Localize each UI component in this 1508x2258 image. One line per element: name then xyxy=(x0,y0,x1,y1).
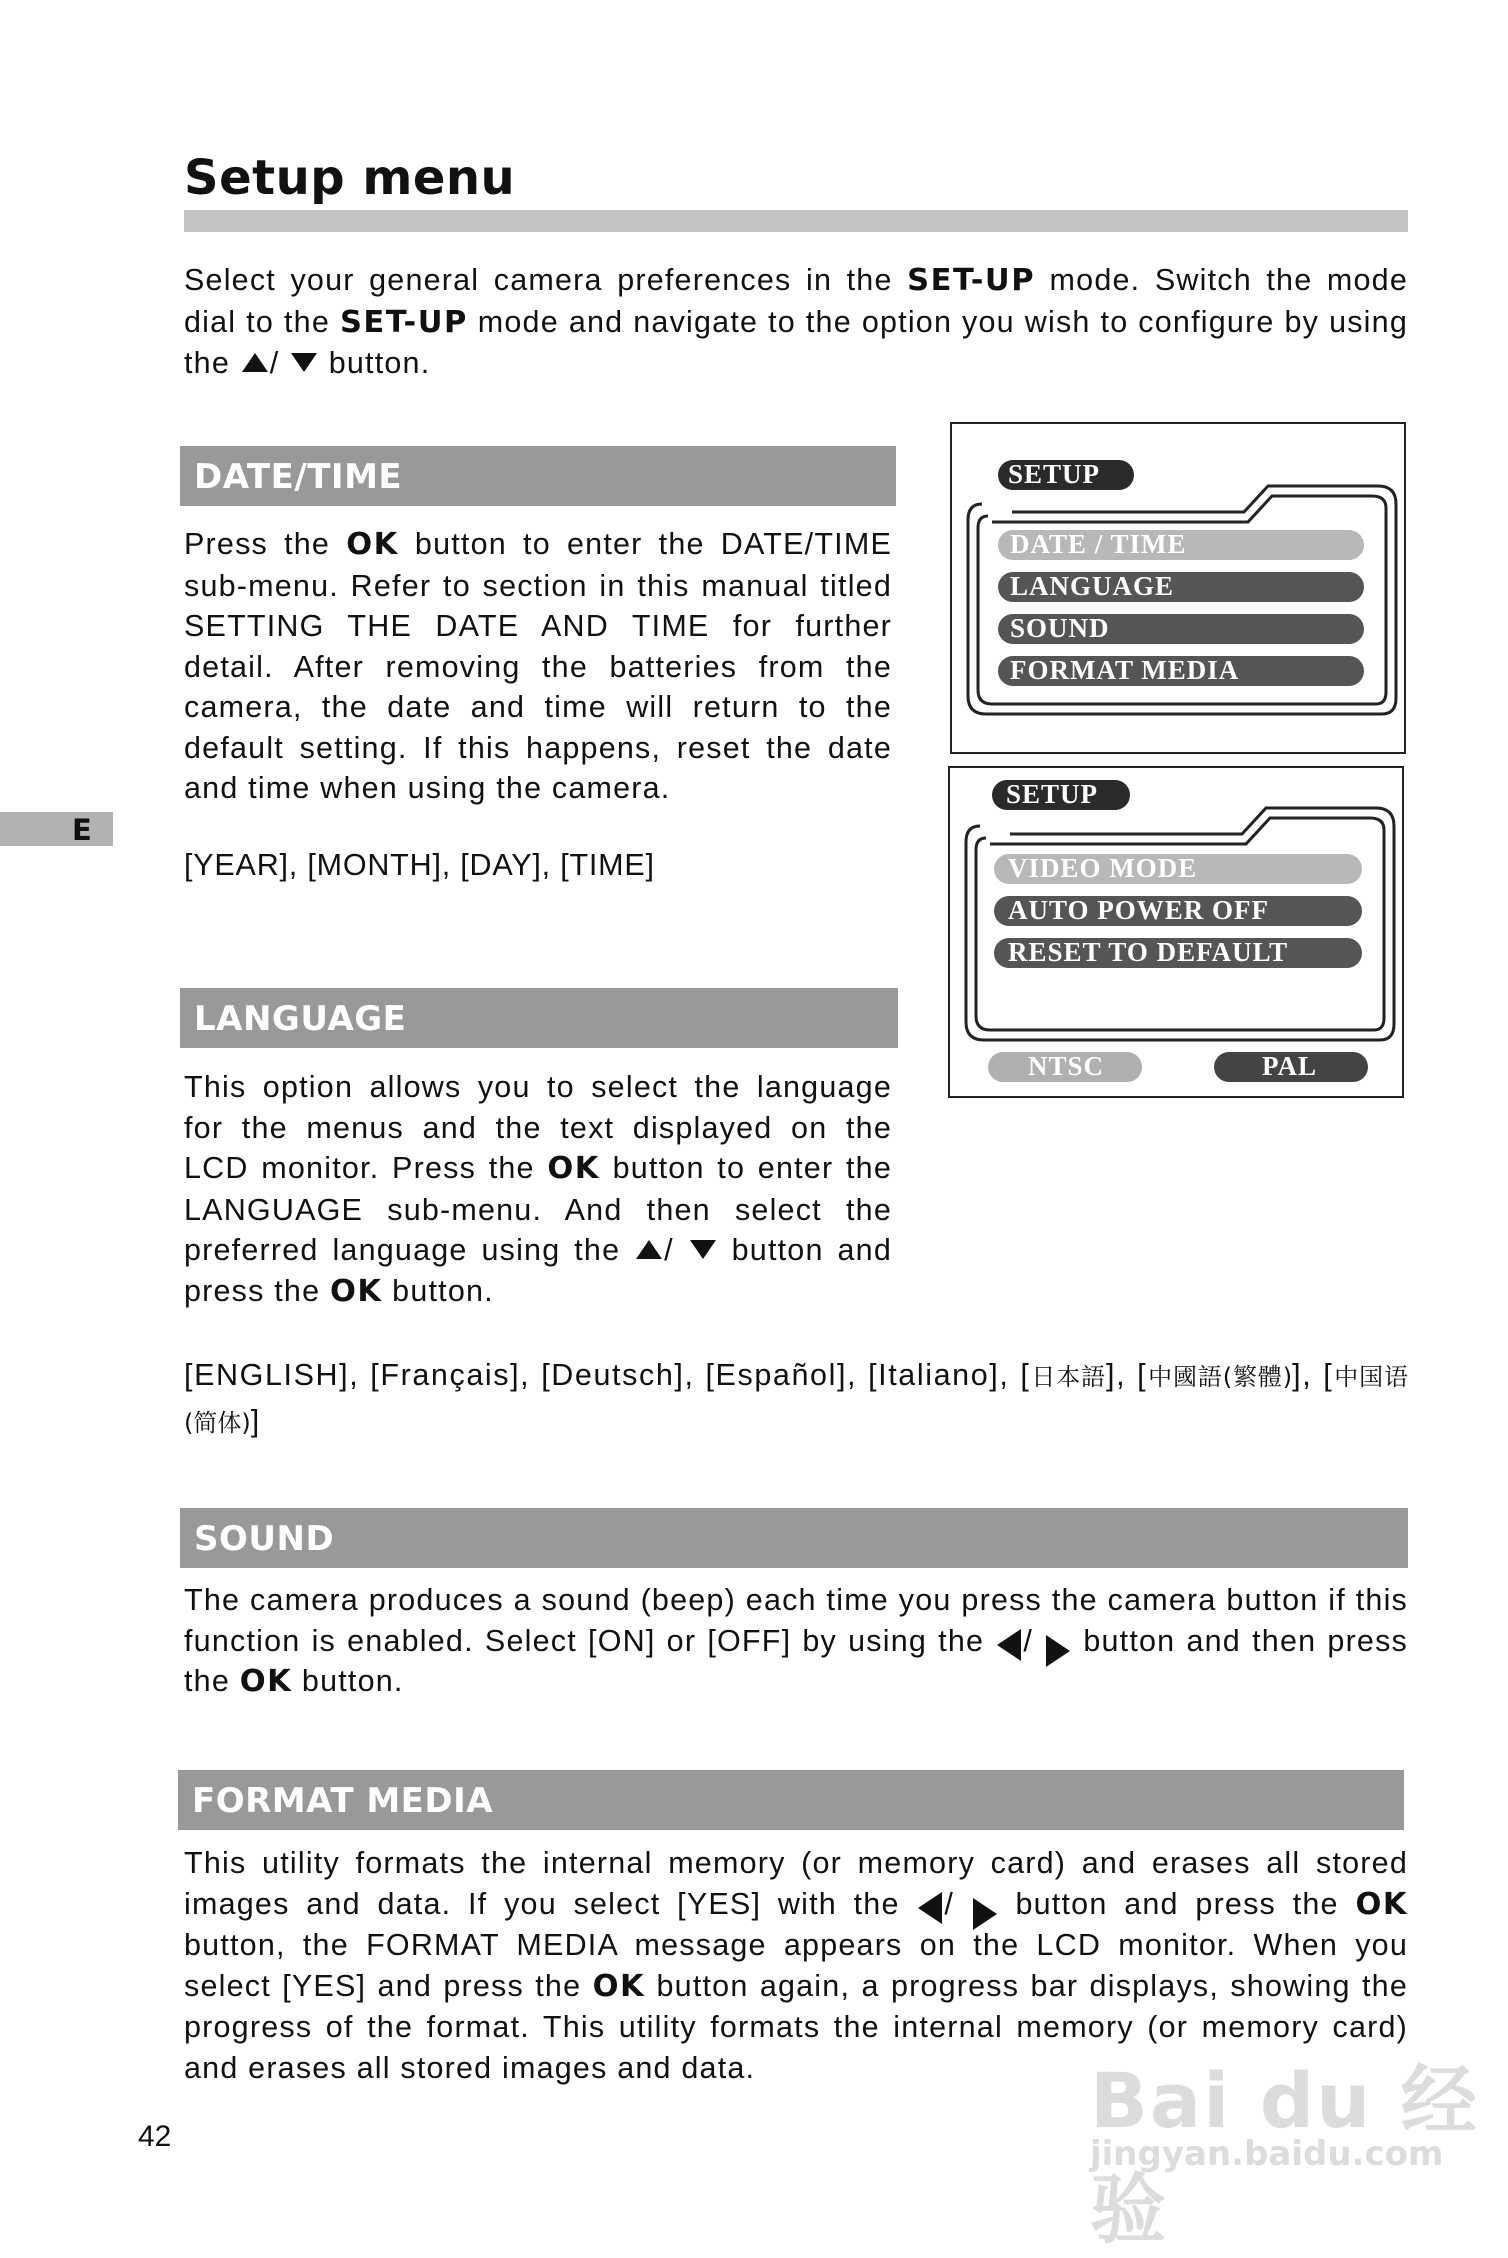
page-number: 42 xyxy=(138,2120,172,2153)
language-side-tab xyxy=(0,812,113,846)
language-text: button and press the xyxy=(184,1233,893,1308)
setup-mode-label: SET-UP xyxy=(907,263,1036,298)
sound-text: / xyxy=(1023,1623,1045,1658)
screen1-item-sound: SOUND xyxy=(1010,613,1110,643)
intro-text: / xyxy=(269,346,290,380)
intro-text: button. xyxy=(319,346,431,380)
down-arrow-icon xyxy=(291,353,317,372)
language-text: This option allows you to select the language for the menus and the text displayed on the LCD monitor. Press the xyxy=(184,1070,892,1185)
screen1-title: SETUP xyxy=(1008,459,1101,489)
language-text: button to enter the LANGUAGE sub-menu. And then select the preferred language using the xyxy=(184,1151,892,1267)
watermark-logo: Bai du 经验 xyxy=(1090,2056,1479,2254)
ok-label: OK xyxy=(547,1151,600,1186)
date-time-text: button to enter the DATE/TIME sub-menu. Refer to section in this manual titled SETTING THE DATE AND TIME for further detail. After removing the batteries from the camera, the date and time will return to the default setting. If this happens, reset the date and time when using the camera. xyxy=(184,527,893,805)
format-media-text: button and press the xyxy=(998,1886,1356,1921)
intro-text: Select your general camera preferences in the xyxy=(184,263,908,297)
language-options-text: ], [ xyxy=(1106,1358,1148,1392)
language-options-text: [ENGLISH], [Français], [Deutsch], [Español], [Italiano], [ xyxy=(184,1358,1031,1392)
section-header-sound: SOUND xyxy=(180,1508,1408,1568)
lcd-frame-2 xyxy=(950,768,1406,1100)
section-header-language: LANGUAGE xyxy=(180,988,898,1048)
ok-label: OK xyxy=(239,1664,293,1699)
ok-label: OK xyxy=(346,527,399,562)
section-header-date-time: DATE/TIME xyxy=(180,446,896,506)
date-time-text: Press the xyxy=(184,527,347,561)
screen2-item-video-mode: VIDEO MODE xyxy=(1008,853,1198,883)
side-tab-letter: E xyxy=(72,813,92,847)
intro-paragraph xyxy=(184,260,1408,384)
intro-text: mode and navigate to the option you wish to configure by using the xyxy=(184,304,1408,380)
up-arrow-icon xyxy=(636,1240,662,1259)
lcd-setup-screen-2 xyxy=(948,766,1404,1098)
screen2-item-auto-power-off: AUTO POWER OFF xyxy=(1008,895,1270,925)
format-media-text: button again, a progress bar displays, showing the progress of the format. This utility formats the internal memory (or memory card) and erases all stored images and data. xyxy=(184,1968,1408,2085)
screen2-title: SETUP xyxy=(1006,779,1099,809)
date-time-options: [YEAR], [MONTH], [DAY], [TIME] xyxy=(184,848,655,882)
setup-mode-label: SET-UP xyxy=(339,304,468,340)
intro-text: mode. Switch the mode dial to the xyxy=(184,263,1408,339)
sound-text: button and then press the xyxy=(184,1623,1408,1698)
language-paragraph xyxy=(184,1067,892,1312)
language-text: button. xyxy=(382,1273,494,1308)
language-options-text: ], [ xyxy=(1292,1358,1334,1392)
ok-label: OK xyxy=(592,1968,646,2004)
screen1-item-language: LANGUAGE xyxy=(1010,571,1175,601)
language-option-simplified-chinese: 中国语(简体) xyxy=(184,1363,1409,1437)
screen1-item-format-media: FORMAT MEDIA xyxy=(1010,655,1240,685)
sound-text: button. xyxy=(292,1664,404,1698)
language-text: / xyxy=(664,1233,688,1267)
right-arrow-icon xyxy=(1046,1635,1070,1667)
ok-label: OK xyxy=(329,1273,383,1309)
lcd-setup-screen-1 xyxy=(950,422,1406,754)
left-arrow-icon xyxy=(997,1629,1021,1661)
language-option-traditional-chinese: 中國語(繁體) xyxy=(1147,1363,1293,1391)
language-option-japanese: 日本語 xyxy=(1030,1363,1107,1391)
language-options-text: ] xyxy=(250,1404,261,1438)
screen2-option-pal: PAL xyxy=(1262,1051,1317,1081)
screen2-item-reset-to-default: RESET TO DEFAULT xyxy=(1008,937,1289,967)
format-media-text: / xyxy=(944,1886,971,1921)
title-rule xyxy=(184,210,1408,232)
language-options xyxy=(184,1353,1408,1445)
screen2-option-ntsc: NTSC xyxy=(1028,1051,1105,1081)
format-media-text: button, the FORMAT MEDIA message appears on the LCD monitor. When you select [YES] and press the xyxy=(184,1928,1408,2003)
up-arrow-icon xyxy=(242,353,268,372)
screen1-item-date-time: DATE / TIME xyxy=(1010,529,1187,559)
sound-text: The camera produces a sound (beep) each time you press the camera button if this function is enabled. Select [ON] or [OFF] by using the xyxy=(184,1583,1408,1658)
right-arrow-icon xyxy=(973,1898,997,1930)
left-arrow-icon xyxy=(918,1892,942,1924)
page-title: Setup menu xyxy=(184,150,516,206)
down-arrow-icon xyxy=(690,1240,716,1259)
watermark-url: jingyan.baidu.com xyxy=(1090,2134,1444,2174)
section-header-format-media: FORMAT MEDIA xyxy=(178,1770,1404,1830)
format-media-text: This utility formats the internal memory (or memory card) and erases all stored images and data. If you select [YES] with the xyxy=(184,1846,1408,1921)
ok-label: OK xyxy=(1355,1886,1408,1922)
sound-paragraph xyxy=(184,1580,1408,1703)
date-time-paragraph xyxy=(184,524,892,809)
